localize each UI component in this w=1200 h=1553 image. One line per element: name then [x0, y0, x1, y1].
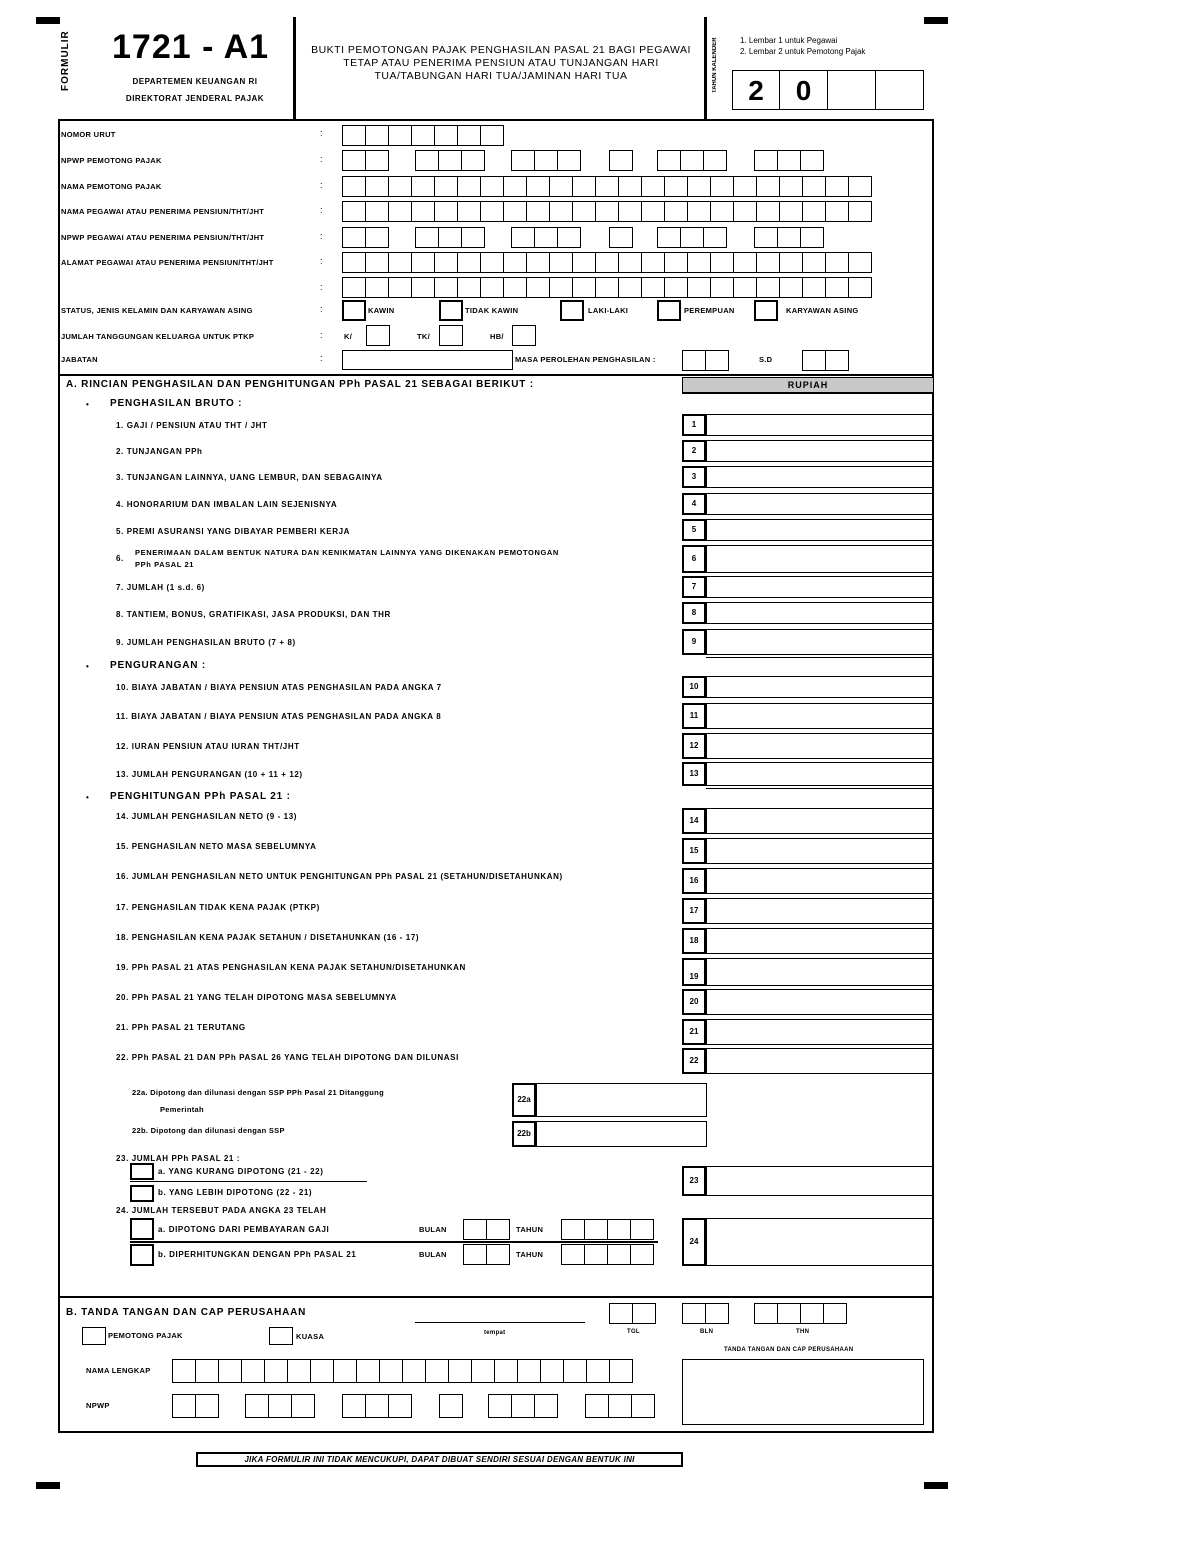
perempuan-label: PEREMPUAN [684, 306, 735, 315]
item-24b-label: b. DIPERHITUNGKAN DENGAN PPh PASAL 21 [158, 1250, 357, 1259]
pengurangan-title: PENGURANGAN : [110, 660, 206, 671]
kuasa-checkbox[interactable] [269, 1327, 293, 1345]
registration-mark [924, 17, 948, 24]
row-divider [706, 788, 934, 789]
item-4-value[interactable] [706, 493, 934, 515]
item-18-label: 18. PENGHASILAN KENA PAJAK SETAHUN / DISETAHUNKAN (16 - 17) [116, 933, 420, 942]
item-18-number: 18 [682, 928, 706, 954]
registration-mark [36, 17, 60, 24]
section-divider [58, 374, 934, 376]
tgl-input[interactable] [609, 1303, 656, 1324]
npwp-pemotong-label: NPWP PEMOTONG PAJAK [61, 156, 162, 165]
item-5-value[interactable] [706, 519, 934, 541]
npwp-input[interactable] [172, 1394, 219, 1418]
item-20-value[interactable] [706, 989, 934, 1015]
item-1-value[interactable] [706, 414, 934, 436]
item-22a-label-2: Pemerintah [160, 1105, 204, 1114]
item-1-label: 1. GAJI / PENSIUN ATAU THT / JHT [116, 421, 268, 430]
tidak-kawin-checkbox[interactable] [439, 300, 463, 321]
npwp-input[interactable] [439, 1394, 463, 1418]
item-5-label: 5. PREMI ASURANSI YANG DIBAYAR PEMBERI KERJA [116, 527, 351, 536]
item-22-value[interactable] [706, 1048, 934, 1074]
item-2-number: 2 [682, 440, 706, 462]
k-label: K/ [344, 332, 353, 341]
bruto-title: PENGHASILAN BRUTO : [110, 398, 243, 409]
item-21-label: 21. PPh PASAL 21 TERUTANG [116, 1023, 246, 1032]
item-24-number: 24 [682, 1218, 706, 1266]
item-22a-value[interactable] [536, 1083, 707, 1117]
npwp-label: NPWP [86, 1401, 110, 1410]
item-24-label: 24. JUMLAH TERSEBUT PADA ANGKA 23 TELAH [116, 1206, 327, 1215]
colon: : [320, 353, 323, 363]
tahun-label: TAHUN [516, 1250, 544, 1259]
jabatan-input[interactable] [342, 350, 513, 370]
title-line2: TETAP ATAU PENERIMA PENSIUN ATAU TUNJANGAN HARI [343, 57, 659, 69]
npwp-pemotong-input[interactable] [511, 150, 581, 171]
tk-label: TK/ [417, 332, 430, 341]
item-24a-bulan-input[interactable] [463, 1219, 510, 1240]
item-1-number: 1 [682, 414, 706, 436]
item-13-value[interactable] [706, 762, 934, 786]
item-21-number: 21 [682, 1019, 706, 1045]
item-2-value[interactable] [706, 440, 934, 462]
item-22-number: 22 [682, 1048, 706, 1074]
sd-label: S.D [759, 355, 773, 364]
bulan-label: BULAN [419, 1250, 447, 1259]
year-digit-4[interactable] [875, 70, 924, 110]
colon: : [320, 180, 323, 190]
kuasa-label: KUASA [296, 1332, 325, 1341]
item-22-label: 22. PPh PASAL 21 DAN PPh PASAL 26 YANG TELAH DIPOTONG DAN DILUNASI [116, 1053, 459, 1062]
status-label: STATUS, JENIS KELAMIN DAN KARYAWAN ASING [61, 306, 253, 315]
bullet: • [86, 793, 90, 802]
item-17-number: 17 [682, 898, 706, 924]
perempuan-checkbox[interactable] [657, 300, 681, 321]
nama-lengkap-label: NAMA LENGKAP [86, 1366, 151, 1375]
item-15-label: 15. PENGHASILAN NETO MASA SEBELUMNYA [116, 842, 317, 851]
lembar2-note: 2. Lembar 2 untuk Pemotong Pajak [740, 47, 866, 56]
item-24a-checkbox[interactable] [130, 1218, 154, 1240]
hb-label: HB/ [490, 332, 504, 341]
section-b-title: B. TANDA TANGAN DAN CAP PERUSAHAAN [66, 1307, 307, 1318]
item-23-number: 23 [682, 1166, 706, 1196]
ttd-cap-label: TANDA TANGAN DAN CAP PERUSAHAAN [724, 1347, 854, 1353]
item-10-number: 10 [682, 676, 706, 698]
laki-label: LAKI-LAKI [588, 306, 629, 315]
item-23a-checkbox[interactable] [130, 1163, 154, 1180]
row-divider [706, 657, 934, 658]
nama-pemotong-label: NAMA PEMOTONG PAJAK [61, 182, 162, 191]
item-6-value[interactable] [706, 545, 934, 573]
item-20-number: 20 [682, 989, 706, 1015]
item-22b-number: 22b [512, 1121, 536, 1147]
npwp-input[interactable] [245, 1394, 315, 1418]
jabatan-label: JABATAN [61, 355, 98, 364]
item-24a-tahun-input[interactable] [561, 1219, 654, 1240]
npwp-pemotong-input[interactable] [657, 150, 727, 171]
registration-mark [924, 1482, 948, 1489]
item-15-number: 15 [682, 838, 706, 864]
npwp-pemotong-input[interactable] [609, 150, 633, 171]
tahun-label: TAHUN [516, 1225, 544, 1234]
formulir-label: FORMULIR [60, 30, 71, 92]
row-divider [682, 393, 934, 394]
npwp-input[interactable] [585, 1394, 655, 1418]
hb-input[interactable] [512, 325, 536, 346]
item-17-label: 17. PENGHASILAN TIDAK KENA PAJAK (PTKP) [116, 903, 320, 912]
thn-label: THN [796, 1329, 810, 1335]
npwp-pegawai-input[interactable] [754, 227, 824, 248]
item-8-label: 8. TANTIEM, BONUS, GRATIFIKASI, JASA PRODUKSI, DAN THR [116, 610, 391, 619]
colon: : [320, 304, 323, 314]
karyawan-asing-label: KARYAWAN ASING [786, 306, 859, 315]
k-input[interactable] [366, 325, 390, 346]
laki-checkbox[interactable] [560, 300, 584, 321]
thn-input[interactable] [754, 1303, 847, 1324]
bullet: • [86, 400, 90, 409]
item-9-number: 9 [682, 629, 706, 655]
tempat-label: tempat [484, 1330, 506, 1336]
npwp-input[interactable] [488, 1394, 558, 1418]
year-digit-3[interactable] [827, 70, 876, 110]
alamat-pegawai-label: ALAMAT PEGAWAI ATAU PENERIMA PENSIUN/THT/JHT [61, 258, 274, 267]
item-9-value[interactable] [706, 629, 934, 655]
item-19-label: 19. PPh PASAL 21 ATAS PENGHASILAN KENA PAJAK SETAHUN/DISETAHUNKAN [116, 963, 466, 972]
item-8-number: 8 [682, 602, 706, 624]
npwp-pegawai-input[interactable] [657, 227, 727, 248]
item-23b-label: b. YANG LEBIH DIPOTONG (22 - 21) [158, 1188, 313, 1197]
item-2-label: 2. TUNJANGAN PPh [116, 447, 203, 456]
nomor-urut-label: NOMOR URUT [61, 130, 116, 139]
masa-awal-input[interactable] [682, 350, 729, 371]
item-24b-checkbox[interactable] [130, 1244, 154, 1266]
item-7-number: 7 [682, 576, 706, 598]
item-10-value[interactable] [706, 676, 934, 698]
bln-label: BLN [700, 1329, 714, 1335]
section-a-title: A. RINCIAN PENGHASILAN DAN PENGHITUNGAN PPh PASAL 21 SEBAGAI BERIKUT : [66, 379, 534, 390]
tk-input[interactable] [439, 325, 463, 346]
kawin-label: KAWIN [368, 306, 395, 315]
colon: : [320, 231, 323, 241]
item-19-value[interactable] [706, 958, 934, 986]
item-4-label: 4. HONORARIUM DAN IMBALAN LAIN SEJENISNYA [116, 500, 338, 509]
item-6-prefix: 6. [116, 554, 124, 563]
nama-pegawai-label: NAMA PEGAWAI ATAU PENERIMA PENSIUN/THT/JHT [61, 207, 265, 216]
item-23-value[interactable] [706, 1166, 934, 1196]
tempat-line [415, 1322, 585, 1323]
bln-input[interactable] [682, 1303, 729, 1324]
colon: : [320, 282, 323, 292]
npwp-pegawai-input[interactable] [511, 227, 581, 248]
underline [130, 1181, 367, 1182]
dept-line1: DEPARTEMEN KEUANGAN RI [132, 77, 258, 86]
item-18-value[interactable] [706, 928, 934, 954]
penghitungan-title: PENGHITUNGAN PPh PASAL 21 : [110, 791, 291, 802]
nama-pegawai-input[interactable] [342, 201, 872, 222]
form-title [298, 44, 704, 83]
item-14-number: 14 [682, 808, 706, 834]
header-divider [704, 17, 707, 119]
tgl-label: TGL [627, 1329, 640, 1335]
form-number: 1721 - A1 [112, 28, 270, 66]
tahun-kalender-label: TAHUN KALENDER [712, 37, 718, 93]
npwp-pegawai-label: NPWP PEGAWAI ATAU PENERIMA PENSIUN/THT/JHT [61, 233, 265, 242]
item-13-number: 13 [682, 762, 706, 786]
section-divider [58, 1296, 934, 1298]
item-20-label: 20. PPh PASAL 21 YANG TELAH DIPOTONG MASA SEBELUMNYA [116, 993, 397, 1002]
item-4-number: 4 [682, 493, 706, 515]
item-12-label: 12. IURAN PENSIUN ATAU IURAN THT/JHT [116, 742, 300, 751]
tidak-kawin-label: TIDAK KAWIN [465, 306, 519, 315]
item-24b-bulan-input[interactable] [463, 1244, 510, 1265]
item-12-value[interactable] [706, 733, 934, 759]
item-24-value[interactable] [706, 1218, 934, 1266]
npwp-pegawai-input[interactable] [415, 227, 485, 248]
item-21-value[interactable] [706, 1019, 934, 1045]
item-22a-number: 22a [512, 1083, 536, 1117]
item-24b-tahun-input[interactable] [561, 1244, 654, 1265]
item-19-number: 19 [682, 958, 706, 986]
header-divider [293, 17, 296, 119]
item-3-label: 3. TUNJANGAN LAINNYA, UANG LEMBUR, DAN SEBAGAINYA [116, 473, 383, 482]
karyawan-asing-checkbox[interactable] [754, 300, 778, 321]
item-11-number: 11 [682, 703, 706, 729]
item-6-number: 6 [682, 545, 706, 573]
tanggungan-label: JUMLAH TANGGUNGAN KELUARGA UNTUK PTKP [61, 332, 255, 341]
item-22b-value[interactable] [536, 1121, 707, 1147]
item-23b-checkbox[interactable] [130, 1185, 154, 1202]
item-6-label: PENERIMAAN DALAM BENTUK NATURA DAN KENIKMATAN LAINNYA YANG DIKENAKAN PEMOTONGAN [135, 548, 559, 557]
item-22b-label: 22b. Dipotong dan dilunasi dengan SSP [132, 1126, 285, 1135]
item-16-label: 16. JUMLAH PENGHASILAN NETO UNTUK PENGHITUNGAN PPh PASAL 21 (SETAHUN/DISETAHUNKAN) [116, 872, 563, 881]
rupiah-header: RUPIAH [682, 377, 934, 393]
colon: : [320, 128, 323, 138]
npwp-pemotong-input[interactable] [342, 150, 389, 171]
colon: : [320, 256, 323, 266]
item-12-number: 12 [682, 733, 706, 759]
footer-note: JIKA FORMULIR INI TIDAK MENCUKUPI, DAPAT DIBUAT SENDIRI SESUAI DENGAN BENTUK INI [196, 1452, 683, 1467]
underline [130, 1241, 658, 1243]
npwp-pegawai-input[interactable] [342, 227, 389, 248]
item-16-value[interactable] [706, 868, 934, 894]
colon: : [320, 205, 323, 215]
pemotong-pajak-label: PEMOTONG PAJAK [108, 1331, 183, 1340]
item-11-label: 11. BIAYA JABATAN / BIAYA PENSIUN ATAS PENGHASILAN PADA ANGKA 8 [116, 712, 442, 721]
item-7-label: 7. JUMLAH (1 s.d. 6) [116, 583, 205, 592]
colon: : [320, 154, 323, 164]
nomor-urut-input[interactable] [342, 125, 504, 146]
bullet: • [86, 662, 90, 671]
item-6-label-2: PPh PASAL 21 [135, 560, 195, 569]
signature-box[interactable] [682, 1359, 924, 1425]
item-11-value[interactable] [706, 703, 934, 729]
item-5-number: 5 [682, 519, 706, 541]
nama-lengkap-input[interactable] [172, 1359, 633, 1383]
item-10-label: 10. BIAYA JABATAN / BIAYA PENSIUN ATAS PENGHASILAN PADA ANGKA 7 [116, 683, 442, 692]
item-23a-label: a. YANG KURANG DIPOTONG (21 - 22) [158, 1167, 324, 1176]
item-24a-label: a. DIPOTONG DARI PEMBAYARAN GAJI [158, 1225, 330, 1234]
npwp-pemotong-input[interactable] [754, 150, 824, 171]
nama-pemotong-input[interactable] [342, 176, 872, 197]
title-line3: TUA/TABUNGAN HARI TUA/JAMINAN HARI TUA [374, 70, 628, 82]
item-22a-label: 22a. Dipotong dan dilunasi dengan SSP PPh Pasal 21 Ditanggung [132, 1088, 384, 1097]
item-14-value[interactable] [706, 808, 934, 834]
colon: : [320, 330, 323, 340]
title-line1: BUKTI PEMOTONGAN PAJAK PENGHASILAN PASAL 21 BAGI PEGAWAI [311, 44, 691, 56]
item-15-value[interactable] [706, 838, 934, 864]
kawin-checkbox[interactable] [342, 300, 366, 321]
item-23-label: 23. JUMLAH PPh PASAL 21 : [116, 1154, 241, 1163]
item-17-value[interactable] [706, 898, 934, 924]
item-13-label: 13. JUMLAH PENGURANGAN (10 + 11 + 12) [116, 770, 303, 779]
item-14-label: 14. JUMLAH PENGHASILAN NETO (9 - 13) [116, 812, 298, 821]
pemotong-pajak-checkbox[interactable] [82, 1327, 106, 1345]
year-digit-2: 0 [779, 70, 828, 110]
item-16-number: 16 [682, 868, 706, 894]
npwp-input[interactable] [342, 1394, 412, 1418]
npwp-pemotong-input[interactable] [415, 150, 485, 171]
lembar1-note: 1. Lembar 1 untuk Pegawai [740, 36, 838, 45]
item-9-label: 9. JUMLAH PENGHASILAN BRUTO (7 + 8) [116, 638, 296, 647]
item-3-number: 3 [682, 466, 706, 488]
masa-akhir-input[interactable] [802, 350, 849, 371]
year-digit-1: 2 [732, 70, 780, 110]
bulan-label: BULAN [419, 1225, 447, 1234]
masa-perolehan-label: MASA PEROLEHAN PENGHASILAN : [515, 355, 656, 364]
alamat-pegawai-input[interactable] [342, 252, 872, 273]
registration-mark [36, 1482, 60, 1489]
item-7-value[interactable] [706, 576, 934, 598]
dept-line2: DIREKTORAT JENDERAL PAJAK [125, 94, 265, 103]
item-8-value[interactable] [706, 602, 934, 624]
alamat-pegawai-input-2[interactable] [342, 277, 872, 298]
item-3-value[interactable] [706, 466, 934, 488]
npwp-pegawai-input[interactable] [609, 227, 633, 248]
